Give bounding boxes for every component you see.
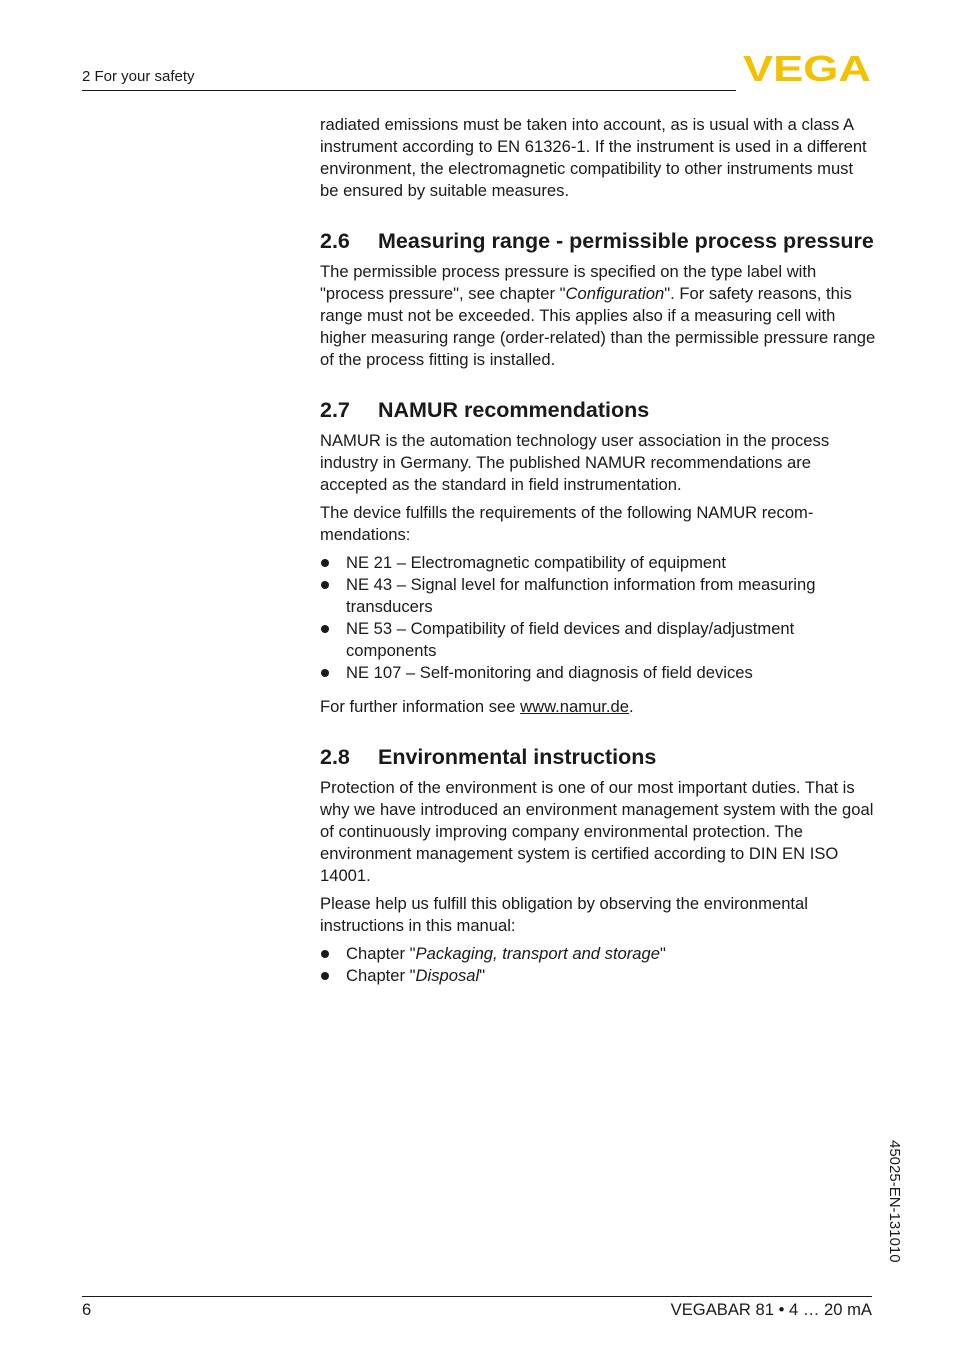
text-run: Chapter " — [346, 966, 416, 985]
namur-paragraph: NAMUR is the automation technology user association in the process industry in Germany. The published NAMUR recommendations are accepted as the standard in field instrumentation. — [320, 431, 830, 494]
section-number: 2.8 — [320, 745, 350, 769]
section-title: NAMUR recommendations — [378, 398, 650, 422]
obligation-paragraph: Please help us fulfill this obligation by observing the environmental instructions in this manual: — [320, 894, 808, 935]
section-number: 2.6 — [320, 229, 350, 253]
vega-logo — [742, 52, 872, 84]
section-title: Environmental instructions — [378, 745, 657, 769]
list-item: NE 43 – Signal level for malfunction information from measuring transducers — [320, 574, 876, 618]
text-run: Chapter " — [346, 944, 416, 963]
environment-paragraph: Protection of the environment is one of our most important duties. That is why we have introduced an environment management system with the goal of continuously improving company environmental protection. The environment management system is certified according to DIN EN ISO 14001. — [320, 778, 874, 885]
further-info-paragraph — [320, 696, 876, 718]
logo-text: VEGA — [743, 52, 871, 84]
intro-paragraph: radiated emissions must be taken into account, as is usual with a class A instrument according to EN 61326-1. If the instrument is used in a different environment, the electromagnetic compatibility to other instruments must be ensured by suitable measures. — [320, 115, 867, 200]
product-name: VEGABAR 81 • 4 … 20 mA — [670, 1300, 872, 1319]
list-item — [320, 943, 876, 965]
environment-list — [320, 943, 876, 987]
namur-list — [320, 552, 876, 684]
text-run: " — [479, 966, 486, 985]
list-item: NE 53 – Compatibility of field devices and display/adjustment components — [320, 618, 876, 662]
section-heading-2-6 — [320, 228, 876, 255]
chapter-reference: Configuration — [565, 284, 665, 303]
section-heading-2-8 — [320, 744, 876, 771]
namur-link[interactable]: www.namur.de — [520, 697, 629, 716]
list-item: NE 107 – Self-monitoring and diagnosis of field devices — [320, 662, 876, 684]
page-number: 6 — [82, 1300, 92, 1319]
text-run: The permissible process pressure is specified on the type label with "process pressure", see chapter " — [320, 262, 817, 303]
main-content — [320, 114, 876, 993]
list-item: NE 21 – Electromagnetic compatibility of equipment — [320, 552, 876, 574]
namur-requirements-paragraph: The device fulfills the requirements of the following NAMUR recommendations: — [320, 503, 814, 544]
text-run: For further information see — [320, 697, 521, 716]
text-run: . — [628, 697, 634, 716]
section-title: Measuring range - permissible process pressure — [378, 229, 874, 253]
running-header: 2 For your safety — [82, 68, 195, 85]
list-item — [320, 965, 876, 987]
section-heading-2-7 — [320, 397, 876, 424]
pressure-paragraph — [320, 261, 876, 371]
text-run: ". For safety reasons, this range must not be exceeded. This applies also if a measuring cell with higher measuring range (order-related) than the permissible pressure range of the process fitting is installed. — [320, 284, 876, 369]
section-number: 2.7 — [320, 398, 350, 422]
footer-divider — [82, 1296, 872, 1297]
text-run: " — [660, 944, 666, 963]
chapter-reference: Disposal — [415, 966, 480, 985]
header-divider — [82, 90, 736, 91]
chapter-reference: Packaging, transport and storage — [415, 944, 660, 963]
document-id: 45025-EN-131010 — [886, 1140, 903, 1263]
